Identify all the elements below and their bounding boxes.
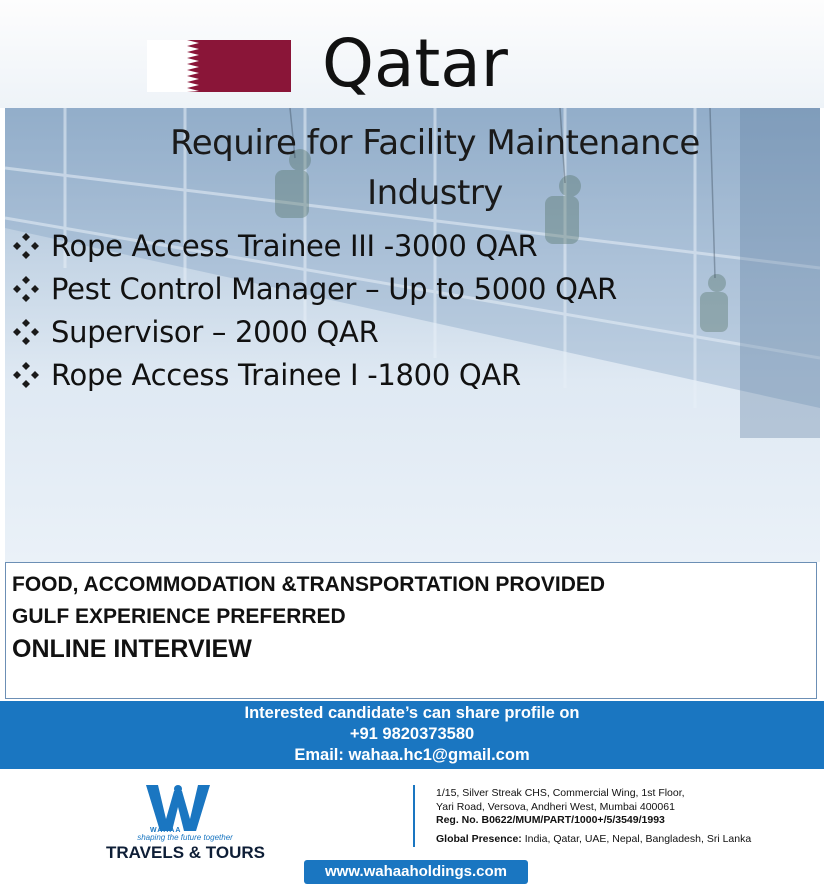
diamond-bullet-icon: [13, 362, 47, 388]
global-presence-label: Global Presence:: [436, 833, 522, 845]
headline-line-2: Industry: [367, 173, 503, 213]
benefit-food-accommodation: FOOD, ACCOMMODATION &TRANSPORTATION PROVIDED: [12, 573, 606, 596]
contact-phone[interactable]: +91 9820373580: [349, 725, 475, 743]
headline-line-1: Require for Facility Maintenance: [170, 123, 700, 163]
diamond-bullet-icon: [13, 319, 47, 345]
job-list: [13, 224, 813, 396]
address-line-2: Yari Road, Versova, Andheri West, Mumbai 400061: [436, 801, 675, 813]
job-item: [13, 310, 813, 353]
website-link[interactable]: www.wahaaholdings.com: [325, 863, 507, 880]
footer-divider: [413, 785, 415, 847]
diamond-bullet-icon: [13, 233, 47, 259]
diamond-bullet-icon: [13, 276, 47, 302]
job-title: Rope Access Trainee III -3000 QAR: [51, 228, 538, 263]
headline: [155, 118, 715, 218]
contact-email[interactable]: Email: wahaa.hc1@gmail.com: [294, 746, 530, 764]
job-title: Supervisor – 2000 QAR: [51, 314, 379, 349]
brand-name: TRAVELS & TOURS: [106, 843, 265, 862]
header: [0, 0, 824, 108]
wahaa-logo-icon: [146, 785, 210, 831]
logo-wordmark: WAHAA: [150, 827, 182, 834]
qatar-flag-icon: [147, 40, 291, 92]
website-bar: [304, 860, 528, 884]
job-title: Rope Access Trainee I -1800 QAR: [51, 357, 521, 392]
country-title: Qatar: [322, 25, 508, 102]
global-presence-value: India, Qatar, UAE, Nepal, Bangladesh, Sri Lanka: [521, 833, 752, 845]
job-title: Pest Control Manager – Up to 5000 QAR: [51, 271, 618, 306]
benefit-gulf-experience: GULF EXPERIENCE PREFERRED: [12, 605, 346, 628]
job-item: [13, 224, 813, 267]
benefits-box: [5, 562, 817, 699]
address-line-1: 1/15, Silver Streak CHS, Commercial Wing, 1st Floor,: [436, 787, 685, 799]
global-presence: [436, 833, 751, 845]
registration-number: Reg. No. B0622/MUM/PART/1000+/5/3549/1993: [436, 814, 665, 826]
contact-bar: [0, 701, 824, 769]
online-interview: ONLINE INTERVIEW: [12, 635, 252, 663]
hero-banner: [5, 108, 820, 562]
logo-tagline: shaping the future together: [137, 833, 233, 842]
footer: [0, 769, 824, 884]
job-item: [13, 353, 813, 396]
contact-prompt: Interested candidate’s can share profile on: [244, 704, 580, 722]
job-item: [13, 267, 813, 310]
